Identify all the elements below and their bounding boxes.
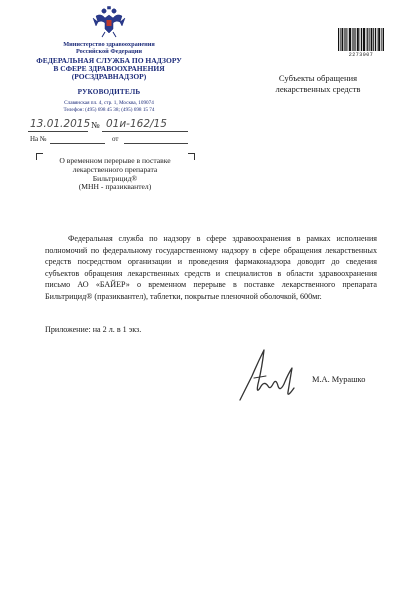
subject-line-4: (МНН - празиквантел) <box>78 182 152 192</box>
registration-line <box>28 118 188 132</box>
barcode-number: 2273007 <box>348 52 374 58</box>
attachment-note: Приложение: на 2 л. в 1 экз. <box>45 325 142 334</box>
addressee-line-2: лекарственных средств <box>275 84 361 94</box>
subject-line-1: О временном перерыве в поставке <box>59 156 171 165</box>
service-line-3: (РОСЗДРАВНАДЗОР) <box>71 72 147 82</box>
address-block <box>24 100 194 114</box>
head-title: РУКОВОДИТЕЛЬ <box>77 88 141 96</box>
handwritten-signature <box>236 348 298 406</box>
barcode-icon <box>338 28 384 51</box>
address: Славянская пл. 4, стр. 1, Москва, 109074 <box>64 100 154 106</box>
registration-date: 13.01.2015 <box>30 118 91 130</box>
signer-name: М.А. Мурашко <box>312 375 366 384</box>
addressee-line-1: Субъекты обращения <box>278 73 358 83</box>
reply-reference-line <box>28 134 188 146</box>
registration-number: 01и-162/15 <box>106 118 167 130</box>
reply-number-label: На № <box>30 135 47 143</box>
addressee <box>258 73 378 95</box>
service-name <box>24 57 194 82</box>
letter-subject <box>40 157 190 192</box>
ministry-name <box>24 41 194 55</box>
ministry-line-1: Министерство здравоохранения <box>63 41 155 48</box>
subject-line-2: лекарственного препарата <box>72 164 158 174</box>
letter-body: Федеральная служба по надзору в сфере здравоохранения в рамках исполнения полномочий по федеральному государственному надзору в сфере обращения лекарственных средств посредством организации и проведения фармаконадзора доводит до сведения субъектов обращения лекарственных средств и специалистов в области здравоохранения письмо АО «БАЙЕР» о временном перерыве в поставке лекарственного препарата Бильтрицид® (празиквантел), таблетки, покрытые пленочной оболочкой, 600мг. <box>45 234 377 301</box>
registration-number-sign: № <box>91 120 100 130</box>
ministry-line-2: Российской Федерации <box>75 48 142 56</box>
phones: Телефон: (495) 698 45 38; (495) 698 15 74 <box>63 107 155 113</box>
emblem-icon <box>92 6 126 38</box>
service-line-1: ФЕДЕРАЛЬНАЯ СЛУЖБА ПО НАДЗОРУ <box>36 56 182 65</box>
service-line-2: В СФЕРЕ ЗДРАВООХРАНЕНИЯ <box>53 64 165 74</box>
reply-date-label: от <box>112 135 119 143</box>
subject-line-3: Бильтрицид® <box>92 173 138 183</box>
